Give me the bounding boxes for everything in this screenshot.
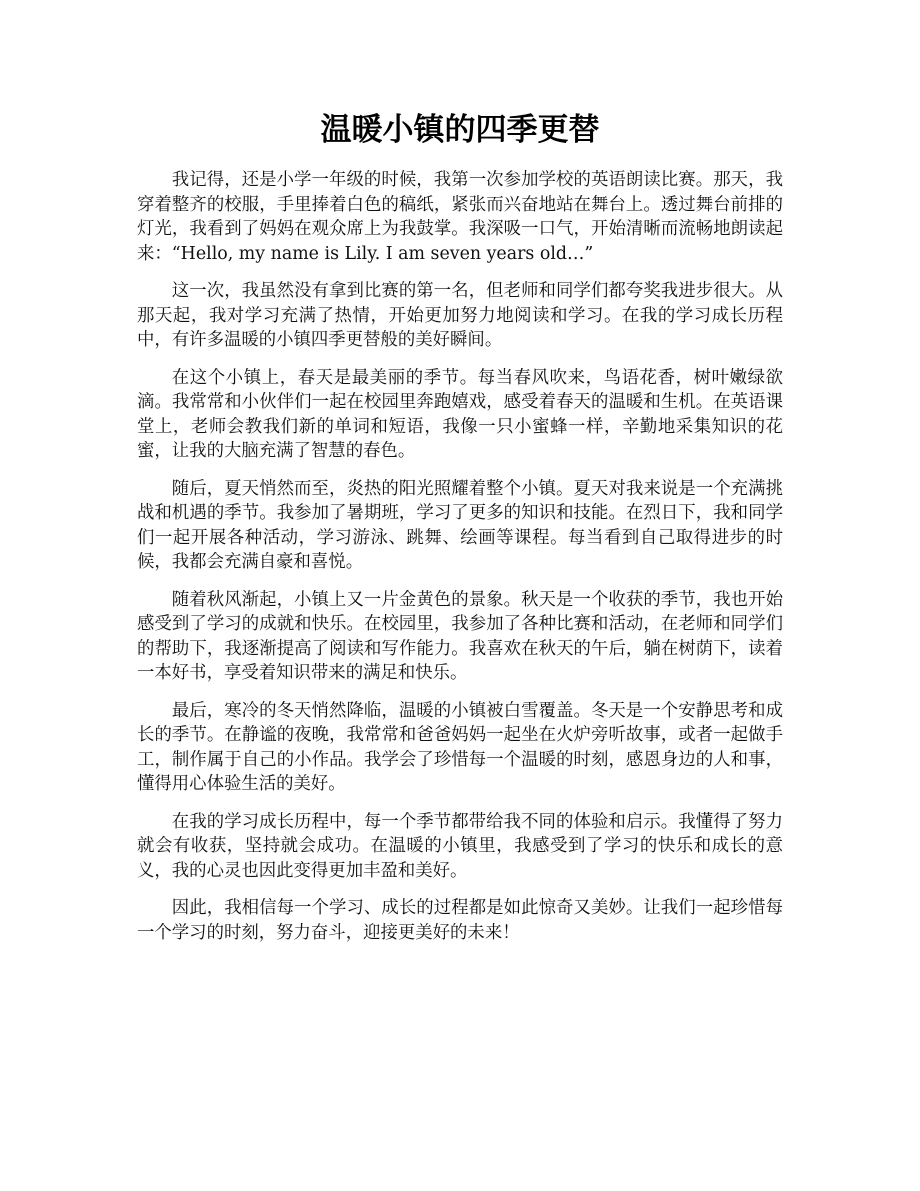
- paragraph-5: 随着秋风渐起，小镇上又一片金黄色的景象。秋天是一个收获的季节，我也开始感受到了学习的成就和快乐。在校园里，我参加了各种比赛和活动，在老师和同学们的帮助下，我逐渐提高了阅读和写作能力。我喜欢在秋天的午后，躺在树荫下，读着一本好书，享受着知识带来的满足和快乐。: [137, 589, 783, 683]
- paragraph-7: 在我的学习成长历程中，每一个季节都带给我不同的体验和启示。我懂得了努力就会有收获，坚持就会成功。在温暖的小镇里，我感受到了学习的快乐和成长的意义，我的心灵也因此变得更加丰盈和美好。: [137, 811, 783, 881]
- document-title: 温暖小镇的四季更替: [320, 112, 600, 148]
- paragraph-3: 在这个小镇上，春天是最美丽的季节。每当春风吹来，鸟语花香，树叶嫩绿欲滴。我常常和小伙伴们一起在校园里奔跑嬉戏，感受着春天的温暖和生机。在英语课堂上，老师会教我们新的单词和短语，我像一只小蜜蜂一样，辛勤地采集知识的花蜜，让我的大脑充满了智慧的春色。: [137, 367, 783, 461]
- paragraph-1: 我记得，还是小学一年级的时候，我第一次参加学校的英语朗读比赛。那天，我穿着整齐的校服，手里捧着白色的稿纸，紧张而兴奋地站在舞台上。透过舞台前排的灯光，我看到了妈妈在观众席上为我鼓掌。我深吸一口气，开始清晰而流畅地朗读起来：“Hello, my name is Lily. I am seven years old…”: [137, 170, 783, 264]
- paragraph-2: 这一次，我虽然没有拿到比赛的第一名，但老师和同学们都夸奖我进步很大。从那天起，我对学习充满了热情，开始更加努力地阅读和学习。在我的学习成长历程中，有许多温暖的小镇四季更替般的美好瞬间。: [137, 281, 783, 350]
- paragraph-8: 因此，我相信每一个学习、成长的过程都是如此惊奇又美妙。让我们一起珍惜每一个学习的时刻，努力奋斗，迎接更美好的未来！: [137, 898, 783, 943]
- paragraph-6: 最后，寒冷的冬天悄然降临，温暖的小镇被白雪覆盖。冬天是一个安静思考和成长的季节。在静谧的夜晚，我常常和爸爸妈妈一起坐在火炉旁听故事，或者一起做手工，制作属于自己的小作品。我学会了珍惜每一个温暖的时刻，感恩身边的人和事，懂得用心体验生活的美好。: [137, 700, 783, 794]
- document-body: [137, 168, 783, 958]
- paragraph-4: 随后，夏天悄然而至，炎热的阳光照耀着整个小镇。夏天对我来说是一个充满挑战和机遇的季节。我参加了暑期班，学习了更多的知识和技能。在烈日下，我和同学们一起开展各种活动，学习游泳、跳舞、绘画等课程。每当看到自己取得进步的时候，我都会充满自豪和喜悦。: [137, 478, 783, 572]
